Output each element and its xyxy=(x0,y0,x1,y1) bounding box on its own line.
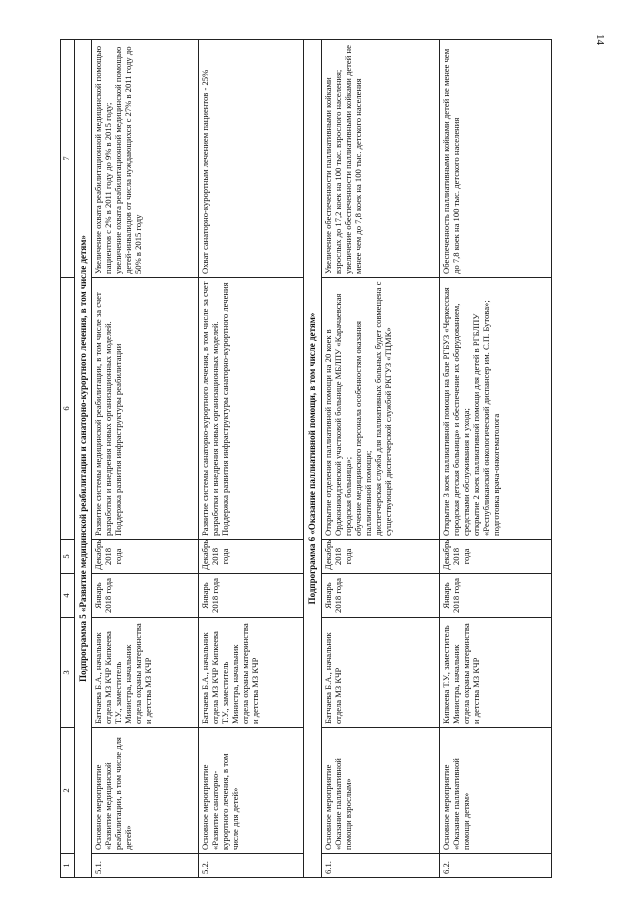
column-number: 4 xyxy=(61,574,75,618)
row-number: 5.1. xyxy=(92,854,199,878)
column-number: 3 xyxy=(61,618,75,728)
row-number: 6.2. xyxy=(439,854,551,878)
description-line: обучение медицинского персонала особенностям оказания паллиативной помощи; xyxy=(352,321,373,536)
start-date-cell: Январь 2018 года xyxy=(199,574,304,618)
column-number: 6 xyxy=(61,278,75,540)
description-cell xyxy=(321,278,439,540)
event-cell: Основное мероприятие «Развитие санаторно-курортного лечения, в том числе для детей» xyxy=(199,728,304,854)
subprogram-title: Подпрограмма 5 «Развитие медицинской реабилитации и санаторно-курортного лечения, в том числе детям» xyxy=(75,40,92,878)
column-number: 1 xyxy=(61,854,75,878)
result-line: Увеличение обеспеченности паллиативными койками взрослых до 17,2 коек на 100 тыс. взрослого населения; xyxy=(322,69,343,274)
result-cell xyxy=(321,40,439,278)
subprogram-header xyxy=(75,40,92,878)
description-line: диспетчерская служба для паллиативных больных будет совмещена с существующей диспетчерской службой РКГУЗ «ТЦМК» xyxy=(372,281,393,536)
start-date-cell: Январь 2018 года xyxy=(92,574,199,618)
event-cell: Основное мероприятие «Развитие медицинской реабилитации, в том числе для детей» xyxy=(92,728,199,854)
executors-cell: Кипкеева Т.У., заместитель Министра, начальник отдела охраны материнства и детства МЗ КЧР xyxy=(439,618,551,728)
executors-cell: Батчаева Б.А., начальник отдела МЗ КЧР xyxy=(321,618,439,728)
description-line: Поддержка развития инфраструктуры санаторно-курортного лечения xyxy=(220,282,231,536)
subprogram-title: Подпрограмма 6 «Оказание паллиативной помощи, в том числе детям» xyxy=(304,40,321,878)
event-cell: Основное мероприятие «Оказание паллиативной помощи детям» xyxy=(439,728,551,854)
end-date-cell: Декабрь 2018 года xyxy=(199,540,304,574)
column-number: 7 xyxy=(61,40,75,278)
description-cell xyxy=(199,278,304,540)
result-line: Обеспеченность паллиативными койками детей не менее чем до 7,8 коек на 100 тыс. детского населения xyxy=(440,48,461,274)
description-line: Развитие системы санаторно-курортного лечения, в том числе за счет разработки и внедрения новых организационных моделей. xyxy=(200,281,221,536)
plan-table xyxy=(60,39,552,878)
column-number: 2 xyxy=(61,728,75,854)
rotated-page xyxy=(60,40,600,878)
result-cell xyxy=(92,40,199,278)
description-line: подготовка врача-онкогематолога xyxy=(490,413,501,536)
end-date-cell: Декабрь 2018 года xyxy=(92,540,199,574)
start-date-cell: Январь 2018 года xyxy=(321,574,439,618)
table-row xyxy=(199,40,304,878)
executors-cell: Батчаева Б.А., начальник отдела МЗ КЧР Кипкеева Т.У., заместитель Министра, начальник отдела охраны материнства и детства МЗ КЧР xyxy=(199,618,304,728)
executors-cell: Батчаева Б.А., начальник отдела МЗ КЧР Кипкеева Т.У., заместитель Министра, начальник отдела охраны материнства и детства МЗ КЧР xyxy=(92,618,199,728)
result-line: увеличение охвата реабилитационной медицинской помощью детей-инвалидов от числа нуждающихся с 27% в 2011 году до 50% в 2015 году xyxy=(113,46,144,274)
end-date-cell: Декабрь 2018 года xyxy=(321,540,439,574)
result-line: Увеличение охвата реабилитационной медицинской помощью пациентов с 2% в 2011 году до 9% в 2015 году; xyxy=(93,45,114,274)
description-cell xyxy=(92,278,199,540)
description-line: Развитие системы медицинской реабилитации, в том числе за счет разработки и внедрения новых организационных моделей. xyxy=(93,292,114,536)
result-line: увеличение обеспеченности паллиативными койками детей не менее чем до 7,8 коек на 100 тыс. детского населения xyxy=(342,45,363,274)
description-cell xyxy=(439,278,551,540)
column-number-row xyxy=(61,40,75,878)
row-number: 5.2. xyxy=(199,854,304,878)
result-cell xyxy=(199,40,304,278)
table-row xyxy=(439,40,551,878)
result-line: Охват санаторно-курортным лечением пациентов - 25% xyxy=(200,69,211,274)
column-number: 5 xyxy=(61,540,75,574)
description-line: открытие 2 коек паллиативной помощи для детей в РГБЛПУ «Республиканский онкологический диспансер им. С.П. Бутова»; xyxy=(470,300,491,536)
row-number: 6.1. xyxy=(321,854,439,878)
description-line: Открытие отделения паллиативной помощи на 20 коек в Орджоникидзевской участковой больнице МБЛПУ «Карачаевская городская больница»; xyxy=(322,293,353,536)
table-row xyxy=(92,40,199,878)
page-number: 14 xyxy=(594,34,606,45)
result-cell xyxy=(439,40,551,278)
end-date-cell: Декабрь 2018 года xyxy=(439,540,551,574)
start-date-cell: Январь 2018 года xyxy=(439,574,551,618)
description-line: Поддержка развития инфраструктуры реабилитации xyxy=(113,343,124,536)
subprogram-header xyxy=(304,40,321,878)
table-row xyxy=(321,40,439,878)
description-line: Открытие 3 коек паллиативной помощи на базе РГБУЗ «Черкесская городская детская больница» и обеспечение их оборудованием, средствами обслуживания и ухода; xyxy=(440,287,471,536)
event-cell: Основное мероприятие «Оказание паллиативной помощи взрослым» xyxy=(321,728,439,854)
